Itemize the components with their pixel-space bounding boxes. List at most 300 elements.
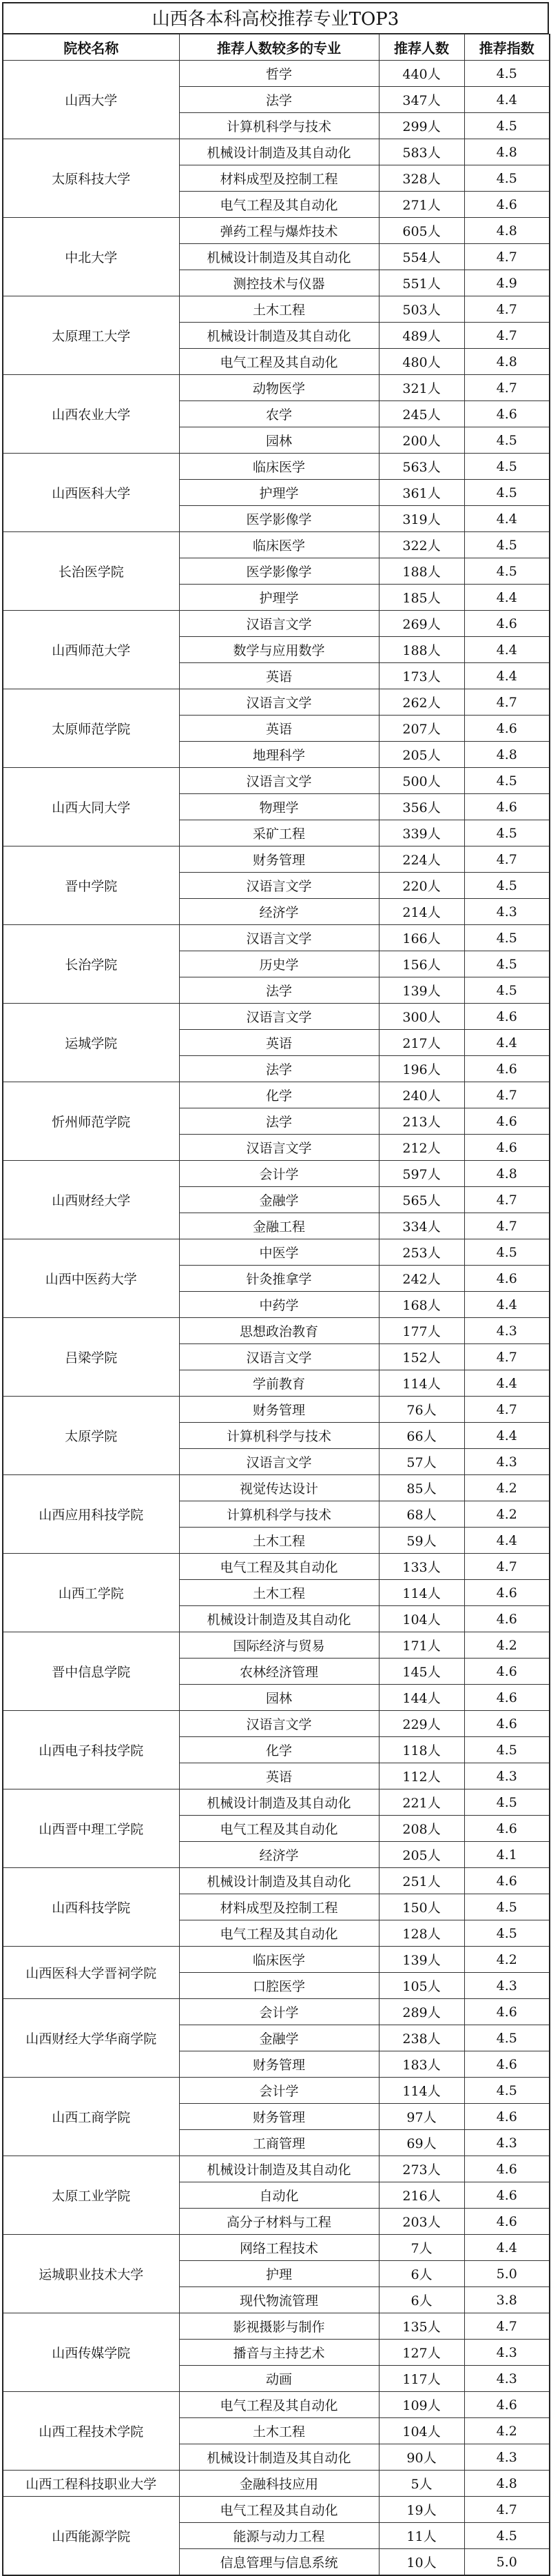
count-cell: 253人 [379,1239,464,1266]
count-cell: 213人 [379,1108,464,1135]
table-row [3,2471,550,2497]
count-cell: 128人 [379,1920,464,1947]
count-cell: 321人 [379,375,464,401]
index-cell: 4.6 [464,794,550,820]
school-name-cell: 山西财经大学华商学院 [3,1999,179,2078]
table-row [3,2313,550,2340]
school-name-cell: 山西应用科技学院 [3,1475,179,1554]
school-name-cell: 长治医学院 [3,532,179,611]
index-cell: 4.2 [464,1947,550,1973]
index-cell: 4.5 [464,820,550,846]
count-cell: 196人 [379,1056,464,1082]
major-cell: 地理科学 [179,742,379,768]
count-cell: 551人 [379,270,464,296]
table-row [3,296,550,323]
index-cell: 4.4 [464,1292,550,1318]
count-cell: 166人 [379,925,464,951]
school-name-cell: 山西大同大学 [3,768,179,846]
major-cell: 汉语言文学 [179,1711,379,1737]
count-cell: 150人 [379,1894,464,1920]
page-title: 山西各本科高校推荐专业TOP3 [2,2,549,34]
major-cell: 汉语言文学 [179,873,379,899]
school-name-cell: 山西科技学院 [3,1868,179,1947]
count-cell: 220人 [379,873,464,899]
count-cell: 339人 [379,820,464,846]
count-cell: 605人 [379,218,464,244]
major-cell: 护理学 [179,585,379,611]
table-row [3,2156,550,2182]
count-cell: 269人 [379,611,464,637]
count-cell: 76人 [379,1397,464,1423]
index-cell: 4.3 [464,1449,550,1475]
index-cell: 4.3 [464,1318,550,1344]
major-cell: 自动化 [179,2182,379,2209]
index-cell: 4.4 [464,663,550,689]
index-cell: 4.7 [464,296,550,323]
school-name-cell: 吕梁学院 [3,1318,179,1397]
index-cell: 4.4 [464,1370,550,1397]
count-cell: 127人 [379,2340,464,2366]
major-cell: 数学与应用数学 [179,637,379,663]
school-name-cell: 山西工学院 [3,1554,179,1632]
count-cell: 183人 [379,2051,464,2078]
index-cell: 4.4 [464,2235,550,2261]
header-school: 院校名称 [3,34,179,61]
major-cell: 机械设计制造及其自动化 [179,2156,379,2182]
table-row [3,2235,550,2261]
index-cell: 4.6 [464,2209,550,2235]
index-cell: 4.5 [464,977,550,1004]
major-cell: 机械设计制造及其自动化 [179,1606,379,1632]
major-cell: 园林 [179,1685,379,1711]
count-cell: 11人 [379,2523,464,2549]
major-cell: 机械设计制造及其自动化 [179,1868,379,1894]
index-cell: 4.2 [464,2418,550,2444]
count-cell: 554人 [379,244,464,270]
school-name-cell: 太原工业学院 [3,2156,179,2235]
count-cell: 319人 [379,506,464,532]
index-cell: 4.2 [464,1475,550,1501]
index-cell: 4.6 [464,2156,550,2182]
index-cell: 4.5 [464,113,550,139]
ranking-sheet [2,2,549,2576]
major-cell: 机械设计制造及其自动化 [179,1789,379,1816]
index-cell: 4.6 [464,192,550,218]
major-cell: 中医学 [179,1239,379,1266]
count-cell: 5人 [379,2471,464,2497]
count-cell: 118人 [379,1737,464,1763]
index-cell: 4.8 [464,2471,550,2497]
school-name-cell: 山西电子科技学院 [3,1711,179,1789]
count-cell: 173人 [379,663,464,689]
count-cell: 212人 [379,1135,464,1161]
major-cell: 金融学 [179,2025,379,2051]
table-row [3,1868,550,1894]
count-cell: 217人 [379,1030,464,1056]
major-cell: 哲学 [179,61,379,87]
index-cell: 4.5 [464,1920,550,1947]
index-cell: 4.7 [464,1344,550,1370]
count-cell: 208人 [379,1816,464,1842]
count-cell: 85人 [379,1475,464,1501]
major-cell: 财务管理 [179,1397,379,1423]
major-cell: 弹药工程与爆炸技术 [179,218,379,244]
count-cell: 205人 [379,742,464,768]
school-name-cell: 晋中信息学院 [3,1632,179,1711]
index-cell: 4.5 [464,925,550,951]
count-cell: 152人 [379,1344,464,1370]
index-cell: 4.8 [464,1161,550,1187]
major-cell: 影视摄影与制作 [179,2313,379,2340]
major-cell: 英语 [179,1763,379,1789]
major-cell: 机械设计制造及其自动化 [179,244,379,270]
count-cell: 57人 [379,1449,464,1475]
major-cell: 材料成型及控制工程 [179,1894,379,1920]
major-cell: 测控技术与仪器 [179,270,379,296]
school-name-cell: 山西财经大学 [3,1161,179,1239]
table-row [3,1004,550,1030]
index-cell: 3.8 [464,2287,550,2313]
count-cell: 133人 [379,1554,464,1580]
count-cell: 97人 [379,2104,464,2130]
major-cell: 针灸推拿学 [179,1266,379,1292]
count-cell: 328人 [379,165,464,192]
count-cell: 500人 [379,768,464,794]
table-row [3,1947,550,1973]
index-cell: 4.5 [464,873,550,899]
count-cell: 168人 [379,1292,464,1318]
major-cell: 英语 [179,663,379,689]
major-cell: 经济学 [179,1842,379,1868]
major-cell: 计算机科学与技术 [179,113,379,139]
count-cell: 334人 [379,1213,464,1239]
count-cell: 171人 [379,1632,464,1659]
count-cell: 139人 [379,977,464,1004]
table-row [3,1554,550,1580]
count-cell: 135人 [379,2313,464,2340]
index-cell: 4.6 [464,1659,550,1685]
count-cell: 238人 [379,2025,464,2051]
school-name-cell: 山西大学 [3,61,179,139]
index-cell: 4.2 [464,1501,550,1528]
major-cell: 土木工程 [179,1528,379,1554]
major-cell: 思想政治教育 [179,1318,379,1344]
count-cell: 262人 [379,689,464,716]
index-cell: 4.7 [464,2313,550,2340]
index-cell: 5.0 [464,2549,550,2576]
index-cell: 4.2 [464,1632,550,1659]
major-cell: 护理学 [179,480,379,506]
count-cell: 597人 [379,1161,464,1187]
index-cell: 4.6 [464,2104,550,2130]
index-cell: 4.3 [464,2340,550,2366]
index-cell: 4.5 [464,2523,550,2549]
index-cell: 4.7 [464,1554,550,1580]
major-cell: 汉语言文学 [179,689,379,716]
major-cell: 汉语言文学 [179,611,379,637]
count-cell: 104人 [379,2418,464,2444]
count-cell: 300人 [379,1004,464,1030]
major-cell: 机械设计制造及其自动化 [179,139,379,165]
major-cell: 电气工程及其自动化 [179,349,379,375]
index-cell: 4.6 [464,2392,550,2418]
major-cell: 会计学 [179,2078,379,2104]
index-cell: 4.4 [464,1423,550,1449]
index-cell: 4.5 [464,2025,550,2051]
major-cell: 机械设计制造及其自动化 [179,323,379,349]
table-row [3,846,550,873]
index-cell: 4.8 [464,139,550,165]
table-row [3,61,550,87]
major-cell: 动画 [179,2366,379,2392]
index-cell: 4.6 [464,2182,550,2209]
major-cell: 医学影像学 [179,558,379,585]
major-cell: 农学 [179,401,379,427]
major-cell: 法学 [179,87,379,113]
major-cell: 化学 [179,1082,379,1108]
index-cell: 4.6 [464,1816,550,1842]
major-cell: 汉语言文学 [179,1344,379,1370]
count-cell: 242人 [379,1266,464,1292]
index-cell: 4.5 [464,427,550,454]
major-cell: 会计学 [179,1999,379,2025]
index-cell: 4.3 [464,2366,550,2392]
school-name-cell: 山西医科大学 [3,454,179,532]
major-cell: 汉语言文学 [179,1135,379,1161]
major-cell: 园林 [179,427,379,454]
index-cell: 4.8 [464,349,550,375]
count-cell: 273人 [379,2156,464,2182]
count-cell: 104人 [379,1606,464,1632]
major-cell: 英语 [179,1030,379,1056]
count-cell: 251人 [379,1868,464,1894]
index-cell: 4.6 [464,1580,550,1606]
count-cell: 117人 [379,2366,464,2392]
major-cell: 汉语言文学 [179,1004,379,1030]
index-cell: 4.7 [464,2497,550,2523]
school-name-cell: 山西工商学院 [3,2078,179,2156]
major-cell: 汉语言文学 [179,1449,379,1475]
count-cell: 185人 [379,585,464,611]
index-cell: 4.4 [464,637,550,663]
major-cell: 材料成型及控制工程 [179,165,379,192]
index-cell: 4.6 [464,1868,550,1894]
index-cell: 4.9 [464,270,550,296]
major-cell: 视觉传达设计 [179,1475,379,1501]
major-cell: 法学 [179,1108,379,1135]
table-row [3,2392,550,2418]
index-cell: 4.6 [464,1606,550,1632]
table-row [3,1239,550,1266]
major-cell: 电气工程及其自动化 [179,2392,379,2418]
index-cell: 4.6 [464,1999,550,2025]
major-cell: 土木工程 [179,296,379,323]
index-cell: 4.5 [464,1239,550,1266]
major-cell: 金融科技应用 [179,2471,379,2497]
school-name-cell: 中北大学 [3,218,179,296]
major-cell: 汉语言文学 [179,925,379,951]
major-cell: 学前教育 [179,1370,379,1397]
major-cell: 电气工程及其自动化 [179,1816,379,1842]
index-cell: 4.6 [464,401,550,427]
major-cell: 能源与动力工程 [179,2523,379,2549]
count-cell: 177人 [379,1318,464,1344]
count-cell: 207人 [379,716,464,742]
index-cell: 4.5 [464,61,550,87]
index-cell: 4.5 [464,165,550,192]
index-cell: 4.6 [464,1108,550,1135]
school-name-cell: 山西中医药大学 [3,1239,179,1318]
table-row [3,1475,550,1501]
index-cell: 4.3 [464,899,550,925]
count-cell: 114人 [379,1580,464,1606]
major-cell: 财务管理 [179,846,379,873]
index-cell: 4.7 [464,1187,550,1213]
count-cell: 139人 [379,1947,464,1973]
table-row [3,925,550,951]
table-row [3,375,550,401]
major-cell: 工商管理 [179,2130,379,2156]
count-cell: 145人 [379,1659,464,1685]
index-cell: 4.6 [464,1685,550,1711]
major-cell: 法学 [179,977,379,1004]
major-cell: 电气工程及其自动化 [179,2497,379,2523]
index-cell: 4.4 [464,87,550,113]
school-name-cell: 忻州师范学院 [3,1082,179,1161]
count-cell: 229人 [379,1711,464,1737]
index-cell: 4.6 [464,1711,550,1737]
major-cell: 护理 [179,2261,379,2287]
count-cell: 240人 [379,1082,464,1108]
count-cell: 271人 [379,192,464,218]
table-row [3,139,550,165]
major-cell: 播音与主持艺术 [179,2340,379,2366]
count-cell: 583人 [379,139,464,165]
major-cell: 中药学 [179,1292,379,1318]
index-cell: 4.5 [464,768,550,794]
school-name-cell: 太原师范学院 [3,689,179,768]
index-cell: 4.5 [464,454,550,480]
major-cell: 高分子材料与工程 [179,2209,379,2235]
count-cell: 203人 [379,2209,464,2235]
major-cell: 会计学 [179,1161,379,1187]
header-count: 推荐人数 [379,34,464,61]
count-cell: 289人 [379,1999,464,2025]
count-cell: 109人 [379,2392,464,2418]
major-cell: 历史学 [179,951,379,977]
index-cell: 4.7 [464,1082,550,1108]
major-cell: 化学 [179,1737,379,1763]
index-cell: 4.4 [464,506,550,532]
table-row [3,532,550,558]
major-cell: 动物医学 [179,375,379,401]
count-cell: 299人 [379,113,464,139]
table-row [3,1711,550,1737]
count-cell: 361人 [379,480,464,506]
count-cell: 144人 [379,1685,464,1711]
school-name-cell: 山西工程技术学院 [3,2392,179,2471]
major-cell: 计算机科学与技术 [179,1501,379,1528]
count-cell: 480人 [379,349,464,375]
major-cell: 信息管理与信息系统 [179,2549,379,2576]
school-name-cell: 山西医科大学晋祠学院 [3,1947,179,1999]
table-row [3,1397,550,1423]
count-cell: 503人 [379,296,464,323]
count-cell: 69人 [379,2130,464,2156]
count-cell: 90人 [379,2444,464,2471]
school-name-cell: 山西能源学院 [3,2497,179,2576]
school-name-cell: 太原科技大学 [3,139,179,218]
index-cell: 4.4 [464,1030,550,1056]
index-cell: 4.5 [464,951,550,977]
table-header-row [3,34,550,61]
index-cell: 4.7 [464,1397,550,1423]
index-cell: 4.5 [464,2078,550,2104]
table-row [3,2497,550,2523]
index-cell: 4.5 [464,1789,550,1816]
school-name-cell: 山西工程科技职业大学 [3,2471,179,2497]
table-row [3,689,550,716]
major-cell: 医学影像学 [179,506,379,532]
school-name-cell: 山西农业大学 [3,375,179,454]
count-cell: 221人 [379,1789,464,1816]
count-cell: 6人 [379,2287,464,2313]
major-cell: 金融工程 [179,1213,379,1239]
index-cell: 4.5 [464,1894,550,1920]
table-row [3,1318,550,1344]
table-row [3,218,550,244]
major-cell: 财务管理 [179,2104,379,2130]
major-cell: 金融学 [179,1187,379,1213]
major-cell: 临床医学 [179,1947,379,1973]
major-cell: 电气工程及其自动化 [179,192,379,218]
major-cell: 现代物流管理 [179,2287,379,2313]
major-cell: 物理学 [179,794,379,820]
index-cell: 4.7 [464,244,550,270]
major-cell: 口腔医学 [179,1973,379,1999]
major-cell: 临床医学 [179,532,379,558]
index-cell: 4.3 [464,1973,550,1999]
school-name-cell: 运城学院 [3,1004,179,1082]
index-cell: 4.5 [464,1737,550,1763]
index-cell: 5.0 [464,2261,550,2287]
table-row [3,768,550,794]
index-cell: 4.7 [464,375,550,401]
index-cell: 4.6 [464,1004,550,1030]
count-cell: 114人 [379,2078,464,2104]
index-cell: 4.3 [464,2130,550,2156]
header-major: 推荐人数较多的专业 [179,34,379,61]
index-cell: 4.6 [464,716,550,742]
count-cell: 322人 [379,532,464,558]
major-cell: 财务管理 [179,2051,379,2078]
major-cell: 计算机科学与技术 [179,1423,379,1449]
school-name-cell: 山西传媒学院 [3,2313,179,2392]
count-cell: 200人 [379,427,464,454]
count-cell: 224人 [379,846,464,873]
count-cell: 66人 [379,1423,464,1449]
header-index: 推荐指数 [464,34,550,61]
index-cell: 4.6 [464,2051,550,2078]
major-cell: 机械设计制造及其自动化 [179,2444,379,2471]
school-name-cell: 运城职业技术大学 [3,2235,179,2313]
school-name-cell: 太原学院 [3,1397,179,1475]
school-name-cell: 山西师范大学 [3,611,179,689]
index-cell: 4.6 [464,1266,550,1292]
count-cell: 565人 [379,1187,464,1213]
major-cell: 网络工程技术 [179,2235,379,2261]
index-cell: 4.7 [464,323,550,349]
